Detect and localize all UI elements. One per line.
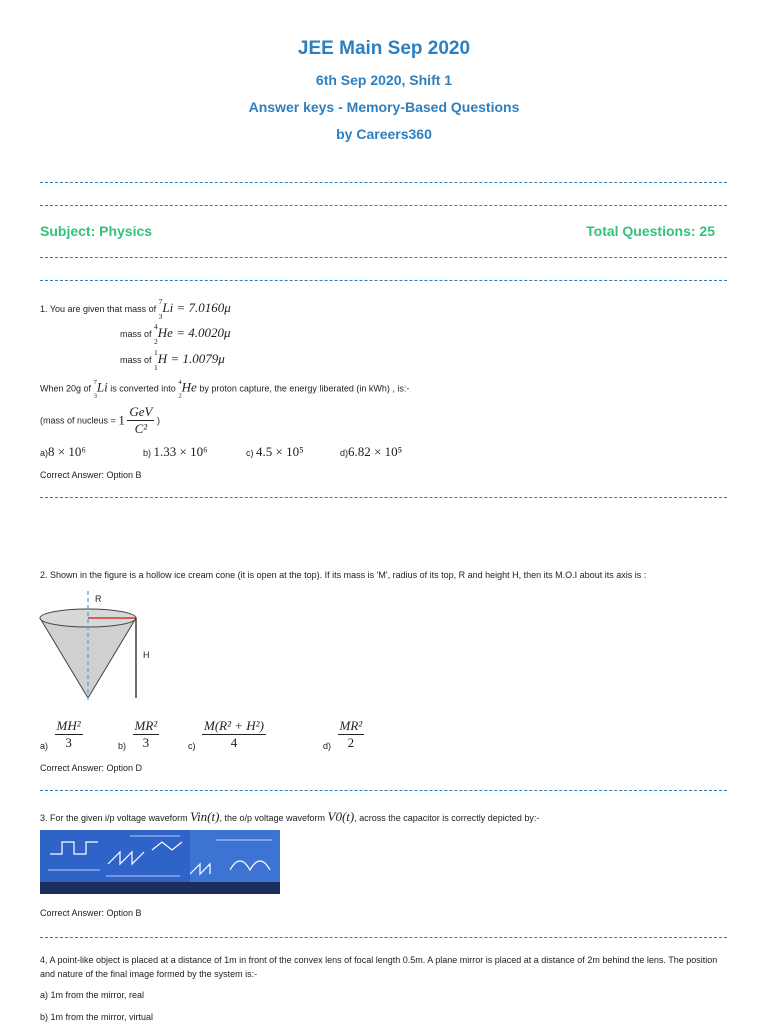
divider xyxy=(40,205,727,206)
q2-option-a[interactable]: a) $\frac{\text{MH²}}{3}$ xyxy=(40,718,81,751)
q4-option-b[interactable]: b) 1m from the mirror, virtual xyxy=(40,1012,154,1022)
q3-stem-a: 3. For the given i/p voltage waveform xyxy=(40,813,188,823)
q3-stem xyxy=(40,809,539,825)
q1-nucleus-one: 1 xyxy=(118,412,125,428)
divider xyxy=(40,280,727,281)
q1-correct-answer: Correct Answer: Option B xyxy=(40,470,142,480)
total-questions: Total Questions: 25 xyxy=(586,223,715,239)
q1-option-b[interactable]: b) 1.33 × 10⁶ xyxy=(143,444,208,459)
handwritten-waveform-photo xyxy=(40,830,280,894)
divider xyxy=(40,257,727,258)
fig-label-r: R xyxy=(95,594,102,604)
divider xyxy=(40,497,727,498)
q2-stem: 2. Shown in the figure is a hollow ice cream cone (it is open at the top). If its mass is 'M', radius of its top, R and height H, then its M.O.I about its axis is : xyxy=(40,570,647,580)
q3-stem-b: , the o/p voltage waveform xyxy=(219,813,326,823)
q1-nucleus-fraction: $\frac{\text{GeV}}{\text{C²}}$ xyxy=(129,404,153,436)
q1-line2-math: He = 4.0020μ xyxy=(157,324,231,340)
q1-option-c[interactable]: c) 4.5 × 10⁵ xyxy=(246,444,304,459)
q1-stem: When 20g of $^7$ $_3$Li is converted into $^4$ $_2$He by proton capture, the energy liberated (in kWh) , is:- xyxy=(40,379,410,400)
subtitle: Answer keys - Memory-Based Questions xyxy=(248,99,520,115)
q1-mass-he: mass of $^4$ $_2$He = 4.0020μ xyxy=(120,322,231,346)
q2-correct-answer: Correct Answer: Option D xyxy=(40,763,143,773)
q1-mass-h: mass of $^1$ $_1$H = 1.0079μ xyxy=(120,348,225,372)
q1-line1-math: Li = 7.0160μ xyxy=(162,299,231,315)
q1-nucleus-note: (mass of nucleus = 1 $\frac{\text{GeV}}{\text{C²}}$ ) xyxy=(40,404,160,436)
divider xyxy=(40,182,727,183)
ice-cream-cone-figure xyxy=(38,588,153,706)
subject-label: Subject: Physics xyxy=(40,223,153,239)
date-shift: 6th Sep 2020, Shift 1 xyxy=(315,72,453,88)
q2-option-b[interactable]: b) $\frac{\text{MR²}}{3}$ xyxy=(118,718,158,751)
q3-stem-c: , across the capacitor is correctly depicted by:- xyxy=(354,813,540,823)
question-1: 1. You are given that mass of $^7$ $_3$Li = 7.0160μ xyxy=(40,297,231,321)
divider xyxy=(40,790,727,791)
q1-stem-b: is converted into xyxy=(110,383,176,394)
q1-stem-c: by proton capture, the energy liberated (in kWh) , is:- xyxy=(199,383,410,394)
q4-option-a[interactable]: a) 1m from the mirror, real xyxy=(40,990,145,1000)
page-title: JEE Main Sep 2020 xyxy=(297,38,471,59)
q1-line2-text: mass of xyxy=(120,328,152,339)
q1-stem-a: When 20g of xyxy=(40,383,92,394)
divider xyxy=(40,937,727,938)
q1-line3-math: H = 1.0079μ xyxy=(157,350,225,366)
q3-correct-answer: Correct Answer: Option B xyxy=(40,908,142,918)
q1-nucleus-label: (mass of nucleus = xyxy=(40,415,116,426)
q3-math-b: V0(t) xyxy=(327,809,355,824)
q1-option-a[interactable]: a)8 × 10⁶ xyxy=(40,444,86,459)
q4-stem: 4, A point-like object is placed at a distance of 1m in front of the convex lens of focal length 0.5m. A plane mirror is placed at a distance of 2m behind the lens. The position and nature of the final image formed by the system is:- xyxy=(40,955,718,979)
q1-line1-text: 1. You are given that mass of xyxy=(40,303,157,314)
q3-math-a: Vin(t) xyxy=(190,809,220,824)
q1-line3-text: mass of xyxy=(120,354,152,365)
byline: by Careers360 xyxy=(336,126,432,142)
q1-option-d[interactable]: d)6.82 × 10⁵ xyxy=(340,444,403,459)
fig-label-h: H xyxy=(143,650,150,660)
q2-option-c[interactable]: c) $\frac{\text{M(R² + H²)}}{4}$ xyxy=(188,718,264,751)
q2-option-d[interactable]: d) $\frac{\text{MR²}}{2}$ xyxy=(323,718,363,751)
